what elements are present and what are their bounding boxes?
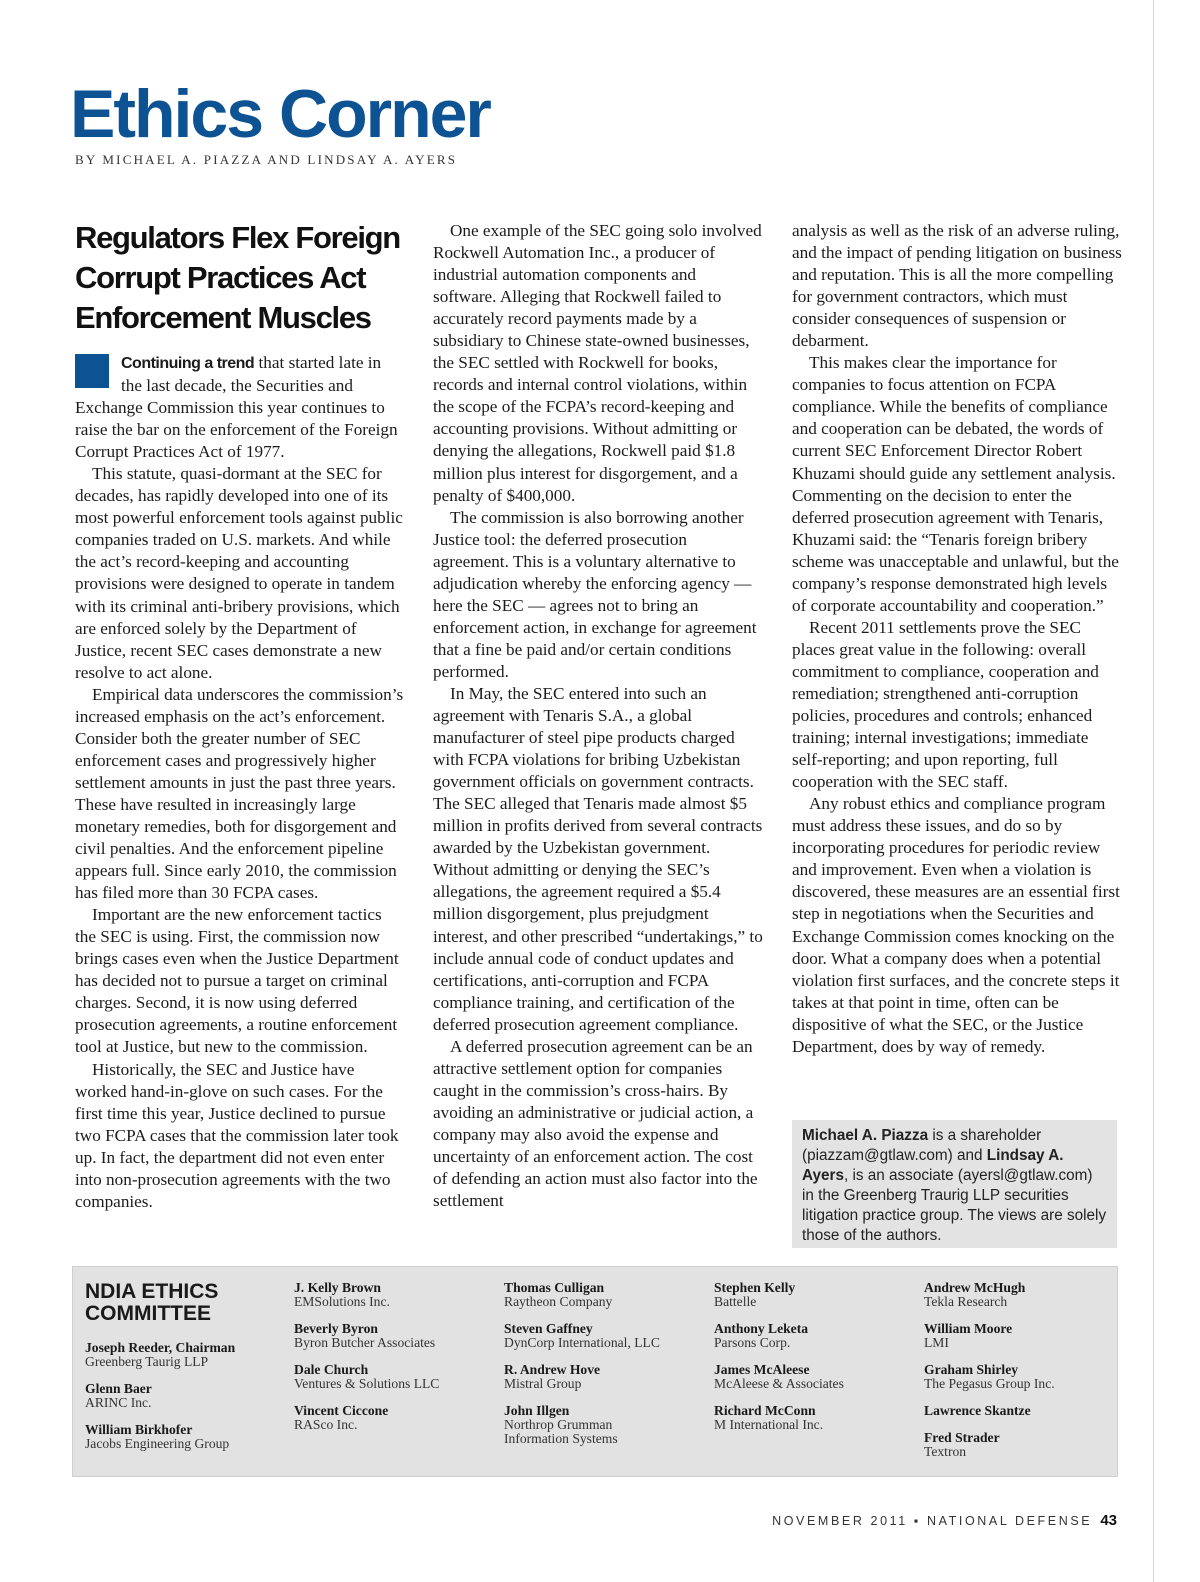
- article-paragraph: analysis as well as the risk of an adverse ruling, and the impact of pending litigation on business and reputation. This is all the more compelling for government contractors, which must consider consequences of suspension or debarment.: [792, 221, 1122, 351]
- committee-member: Vincent Ciccone RASco Inc.: [294, 1403, 389, 1432]
- publication-name: NATIONAL DEFENSE: [927, 1514, 1093, 1528]
- committee-member: William Birkhofer Jacobs Engineering Group: [85, 1422, 230, 1451]
- article-column-2: [433, 220, 763, 1212]
- committee-title: NDIA ETHICS COMMITTEE: [85, 1280, 219, 1325]
- page-number: 43: [1100, 1512, 1117, 1529]
- author-name: Michael A. Piazza: [802, 1127, 929, 1144]
- article-paragraph: Empirical data underscores the commission’s increased emphasis on the act’s enforcement. Consider both the greater number of SEC enforcement cases and progressively higher settlement amounts in just the past three years. These have resulted in increasingly large monetary remedies, both for disgorgement and civil penalties. And the enforcement pipeline appears full. Since early 2010, the commission has filed more than 30 FCPA cases.: [75, 684, 404, 903]
- article-paragraph: Important are the new enforcement tactics the SEC is using. First, the commission now brings cases even when the Justice Department has decided not to pursue a target on criminal charges. Second, it is now using deferred prosecution agreements, a routine enforcement tool at Justice, but new to the commission.: [75, 905, 399, 1057]
- committee-member: John Illgen Northrop Grumman Information Systems: [504, 1403, 618, 1446]
- article-column-1: [75, 352, 405, 1213]
- committee-member: Dale Church Ventures & Solutions LLC: [294, 1362, 440, 1391]
- article-paragraph: Continuing a trend that started late in the last decade, the Securities and Exchange Commission this year continues to raise the bar on the enforcement of the Foreign Corrupt Practices Act of 1977.: [75, 353, 398, 462]
- byline: BY MICHAEL A. PIAZZA AND LINDSAY A. AYERS: [75, 152, 458, 167]
- committee-column: [85, 1341, 275, 1464]
- article-paragraph: Any robust ethics and compliance program must address these issues, and do so by incorporating procedures for periodic review and improvement. Even when a violation is discovered, these measures are an essential first step in negotiations when the Securities and Exchange Commission comes knocking on the door. What a company does when a potential violation first surfaces, and the concrete steps it takes at that point in time, often can be dispositive of what the SEC, or the Justice Department, does by way of remedy.: [792, 794, 1120, 1056]
- article-headline: Regulators Flex Foreign Corrupt Practices Act Enforcement Muscles: [75, 220, 400, 335]
- committee-member: James McAleese McAleese & Associates: [714, 1362, 844, 1391]
- lead-in-text: Continuing a trend: [121, 355, 255, 372]
- section-title: Ethics Corner: [70, 76, 490, 152]
- article-paragraph: Recent 2011 settlements prove the SEC places great value in the following: overall commitment to compliance, cooperation and remediation; strengthened anti-corruption policies, procedures and controls; enhanced training; internal investigations; immediate self-reporting; and upon reporting, full cooperation with the SEC staff.: [792, 617, 1099, 792]
- committee-member: Joseph Reeder, Chairman Greenberg Taurig LLP: [85, 1340, 236, 1369]
- committee-member: William Moore LMI: [924, 1321, 1013, 1350]
- committee-column: [714, 1281, 914, 1445]
- article-paragraph: A deferred prosecution agreement can be an attractive settlement option for companies caught in the commission’s cross-hairs. By avoiding an administrative or judicial action, a company may also avoid the expense and uncertainty of an enforcement action. The cost of defending an action must also factor into the settlement: [433, 1036, 758, 1211]
- article-paragraph: The commission is also borrowing another Justice tool: the deferred prosecution agreement. This is a voluntary alternative to adjudication whereby the enforcing agency — here the SEC — agrees not to bring an enforcement action, in exchange for agreement that a fine be paid and/or certain conditions performed.: [433, 507, 757, 681]
- committee-member: Stephen Kelly Battelle: [714, 1280, 796, 1309]
- ethics-committee-box: [72, 1266, 1118, 1477]
- committee-member: Anthony Leketa Parsons Corp.: [714, 1321, 809, 1350]
- footer-separator: ▪: [913, 1514, 921, 1528]
- committee-column: [294, 1281, 494, 1445]
- committee-member: Lawrence Skantze: [924, 1403, 1031, 1418]
- committee-member: Steven Gaffney DynCorp International, LLC: [504, 1321, 660, 1350]
- committee-member: Graham Shirley The Pegasus Group Inc.: [924, 1362, 1055, 1391]
- drop-cap-square: [75, 354, 109, 388]
- author-bio-box: Michael A. Piazza is a shareholder (piazzam@gtlaw.com) and Lindsay A. Ayers, is an associate (ayersl@gtlaw.com) in the Greenberg Traurig LLP securities litigation practice group. The views are solely those of the authors.: [792, 1120, 1117, 1248]
- committee-column: [504, 1281, 704, 1459]
- committee-column: [924, 1281, 1114, 1472]
- committee-member: Fred Strader Textron: [924, 1430, 1000, 1459]
- page-edge-line: [1153, 0, 1154, 1582]
- article-column-3: [792, 220, 1122, 1058]
- committee-member: Andrew McHugh Tekla Research: [924, 1280, 1026, 1309]
- committee-member: R. Andrew Hove Mistral Group: [504, 1362, 601, 1391]
- committee-member: J. Kelly Brown EMSolutions Inc.: [294, 1280, 390, 1309]
- committee-member: Glenn Baer ARINC Inc.: [85, 1381, 152, 1410]
- article-paragraph: Historically, the SEC and Justice have worked hand-in-glove on such cases. For the first time this year, Justice declined to pursue two FCPA cases that the commission later took up. In fact, the department did not even enter into non-prosecution agreements with the two companies.: [75, 1059, 399, 1211]
- committee-member: Beverly Byron Byron Butcher Associates: [294, 1321, 436, 1350]
- article-paragraph: One example of the SEC going solo involved Rockwell Automation Inc., a producer of industrial automation components and software. Alleging that Rockwell failed to accurately record payments made by a subsidiary to Chinese state-owned businesses, the SEC settled with Rockwell for books, records and internal control violations, within the scope of the FCPA’s record-keeping and accounting provisions. Without admitting or denying the allegations, Rockwell paid $1.8 million plus interest for disgorgement, and a penalty of $400,000.: [433, 221, 762, 505]
- author-name: Lindsay A. Ayers: [802, 1147, 1064, 1184]
- committee-member: Richard McConn M International Inc.: [714, 1403, 824, 1432]
- article-paragraph: In May, the SEC entered into such an agreement with Tenaris S.A., a global manufacturer of steel pipe products charged with FCPA violations for bribing Uzbekistan government officials on government contracts. The SEC alleged that Tenaris made almost $5 million in profits derived from several contracts awarded by the Uzbekistan government. Without admitting or denying the SEC’s allegations, the agreement required a $5.4 million disgorgement, plus prejudgment interest, and other prescribed “undertakings,” to include annual code of conduct updates and certifications, anti-corruption and FCPA compliance training, and certification of the deferred prosecution agreement compliance.: [433, 683, 763, 1034]
- committee-member: Thomas Culligan Raytheon Company: [504, 1280, 613, 1309]
- issue-date: NOVEMBER 2011: [772, 1514, 908, 1528]
- article-paragraph: This statute, quasi-dormant at the SEC for decades, has rapidly developed into one of its most powerful enforcement tools against public companies traded on U.S. markets. And while the act’s record-keeping and accounting provisions were designed to operate in tandem with its criminal anti-bribery provisions, which are enforced solely by the Department of Justice, recent SEC cases demonstrate a new resolve to act alone.: [75, 464, 403, 682]
- article-paragraph: This makes clear the importance for companies to focus attention on FCPA compliance. While the benefits of compliance and cooperation can be debated, the words of current SEC Enforcement Director Robert Khuzami should guide any settlement analysis. Commenting on the decision to enter the deferred prosecution agreement with Tenaris, Khuzami said: the “Tenaris foreign bribery scheme was unacceptable and unlawful, but the company’s response demonstrated high levels of corporate accountability and cooperation.”: [792, 353, 1119, 615]
- page-footer: [772, 1512, 1117, 1529]
